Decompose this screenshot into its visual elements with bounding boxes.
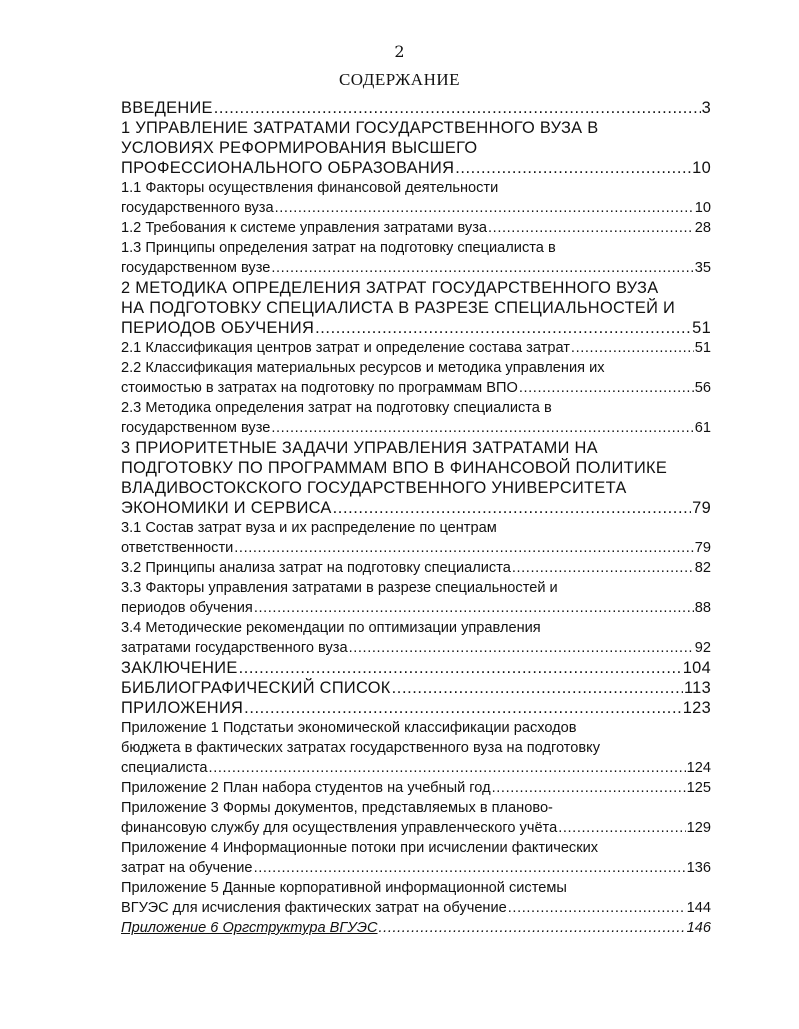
toc-entry-line: 3 ПРИОРИТЕТНЫЕ ЗАДАЧИ УПРАВЛЕНИЯ ЗАТРАТАМИ НА [121,439,598,457]
toc-entry-line: 2.2 Классификация материальных ресурсов и методика управления их [121,360,605,376]
toc-entry-line: 3.4 Методические рекомендации по оптимизации управления [121,620,541,636]
toc-entry-line: ПРИЛОЖЕНИЯ [121,699,244,717]
toc-page-number: 136 [686,860,711,876]
toc-entry-line: ПРОФЕССИОНАЛЬНОГО ОБРАЗОВАНИЯ [121,159,455,177]
toc-entry-line: ВЛАДИВОСТОКСКОГО ГОСУДАРСТВЕННОГО УНИВЕРСИТЕТА [121,479,627,497]
dot-leader [271,258,693,278]
dot-leader [315,318,691,338]
toc-entry-line: УСЛОВИЯХ РЕФОРМИРОВАНИЯ ВЫСШЕГО [121,139,478,157]
toc-entry-line: государственного вуза [121,200,274,216]
toc-entry [121,218,711,238]
toc-entry-line: 2.3 Методика определения затрат на подготовку специалиста в [121,400,552,416]
toc-entry [121,338,711,358]
toc-entry [121,718,711,778]
toc-entry [121,578,711,618]
toc-entry [121,398,711,438]
toc-page-number: 129 [686,820,711,836]
dot-leader [271,418,693,438]
toc-entry-line: БИБЛИОГРАФИЧЕСКИЙ СПИСОК [121,679,391,697]
toc-entry [121,698,711,718]
toc-entry [121,118,711,178]
dot-leader [254,598,694,618]
toc-entry-line: ВГУЭС для исчисления фактических затрат на обучение [121,900,507,916]
toc-entry-line: затратами государственного вуза [121,640,348,656]
toc-page-number: 124 [686,760,711,776]
dot-leader [349,638,694,658]
toc-entry-line: Приложение 4 Информационные потоки при исчислении фактических [121,840,599,856]
toc-page-number: 10 [694,200,711,216]
toc-entry-line: Приложение 6 Оргструктура ВГУЭС [121,920,378,936]
toc-page-number: 88 [694,600,711,616]
toc-entry-line: Приложение 1 Подстатьи экономической классификации расходов [121,720,577,736]
toc-entry [121,558,711,578]
toc-entry-line: 2.1 Классификация центров затрат и определение состава затрат [121,340,570,356]
toc-entry-line: 1.3 Принципы определения затрат на подготовку специалиста в [121,240,556,256]
toc-page-number: 104 [682,659,711,677]
toc-entry-line: Приложение 2 План набора студентов на учебный год [121,780,491,796]
toc-page-number: 82 [694,560,711,576]
toc-page-number: 28 [694,220,711,236]
toc-entry-line: ответственности [121,540,234,556]
dot-leader [379,918,686,938]
dot-leader [254,858,686,878]
toc-entry-line: государственном вузе [121,260,271,276]
toc-entry [121,238,711,278]
dot-leader [519,378,694,398]
toc-entry-line: бюджета в фактических затратах государственного вуза на подготовку [121,740,601,756]
toc-entry [121,178,711,218]
table-of-contents [121,98,711,938]
toc-page-number: 79 [694,540,711,556]
toc-entry-line: ЗАКЛЮЧЕНИЕ [121,659,238,677]
toc-page-number: 10 [692,159,711,177]
toc-entry-line: затрат на обучение [121,860,253,876]
dot-leader [392,678,683,698]
dot-leader [455,158,691,178]
toc-entry [121,438,711,518]
dot-leader [244,698,682,718]
toc-entry-line: 1.2 Требования к системе управления затратами вуза [121,220,488,236]
toc-entry [121,658,711,678]
toc-entry-line: ПОДГОТОВКУ ПО ПРОГРАММАМ ВПО В ФИНАНСОВОЙ ПОЛИТИКЕ [121,459,668,477]
dot-leader [488,218,694,238]
toc-entry-line: специалиста [121,760,208,776]
toc-entry [121,518,711,558]
toc-entry [121,878,711,918]
toc-page-number: 92 [694,640,711,656]
toc-page-number: 125 [686,780,711,796]
toc-entry-line: Приложение 5 Данные корпоративной информационной системы [121,880,567,896]
dot-leader [508,898,686,918]
toc-page-number: 51 [694,340,711,356]
toc-entry-line: финансовую службу для осуществления управленческого учёта [121,820,558,836]
toc-page-number: 79 [692,499,711,517]
toc-entry-line: 3.3 Факторы управления затратами в разрезе специальностей и [121,580,558,596]
toc-page-number: 113 [683,679,711,697]
toc-entry [121,618,711,658]
dot-leader [333,498,692,518]
toc-entry-line: периодов обучения [121,600,253,616]
toc-page-number: 123 [682,699,711,717]
dot-leader [558,818,685,838]
dot-leader [275,198,694,218]
toc-entry-line: 1 УПРАВЛЕНИЕ ЗАТРАТАМИ ГОСУДАРСТВЕННОГО ВУЗА В [121,119,599,137]
toc-page-number: 144 [686,900,711,916]
dot-leader [209,758,686,778]
dot-leader [234,538,693,558]
toc-entry-line: стоимостью в затратах на подготовку по программам ВПО [121,380,518,396]
dot-leader [492,778,686,798]
toc-entry-line: 1.1 Факторы осуществления финансовой деятельности [121,180,499,196]
toc-entry-line: ВВЕДЕНИЕ [121,99,213,117]
toc-page-number: 56 [694,380,711,396]
toc-page-number: 3 [701,99,711,117]
toc-entry [121,278,711,338]
dot-leader [571,338,694,358]
toc-page-number: 51 [692,319,711,337]
toc-page-number: 146 [686,920,711,936]
toc-entry-line: 3.1 Состав затрат вуза и их распределение по центрам [121,520,497,536]
toc-entry [121,838,711,878]
toc-entry-line: государственном вузе [121,420,271,436]
toc-entry [121,798,711,838]
toc-page-number: 61 [694,420,711,436]
dot-leader [239,658,682,678]
toc-entry [121,98,711,118]
toc-entry-line: 2 МЕТОДИКА ОПРЕДЕЛЕНИЯ ЗАТРАТ ГОСУДАРСТВЕННОГО ВУЗА [121,279,659,297]
dot-leader [512,558,694,578]
toc-entry [121,678,711,698]
toc-entry [121,918,711,938]
toc-entry-line: НА ПОДГОТОВКУ СПЕЦИАЛИСТА В РАЗРЕЗЕ СПЕЦИАЛЬНОСТЕЙ И [121,299,676,317]
toc-entry-line: ЭКОНОМИКИ И СЕРВИСА [121,499,332,517]
toc-entry-line: ПЕРИОДОВ ОБУЧЕНИЯ [121,319,315,337]
toc-entry [121,778,711,798]
toc-entry [121,358,711,398]
dot-leader [214,98,701,118]
toc-title: СОДЕРЖАНИЕ [338,70,461,89]
toc-entry-line: Приложение 3 Формы документов, представляемых в планово- [121,800,553,816]
toc-page-number: 35 [694,260,711,276]
toc-entry-line: 3.2 Принципы анализа затрат на подготовку специалиста [121,560,511,576]
page-number: 2 [394,42,405,61]
